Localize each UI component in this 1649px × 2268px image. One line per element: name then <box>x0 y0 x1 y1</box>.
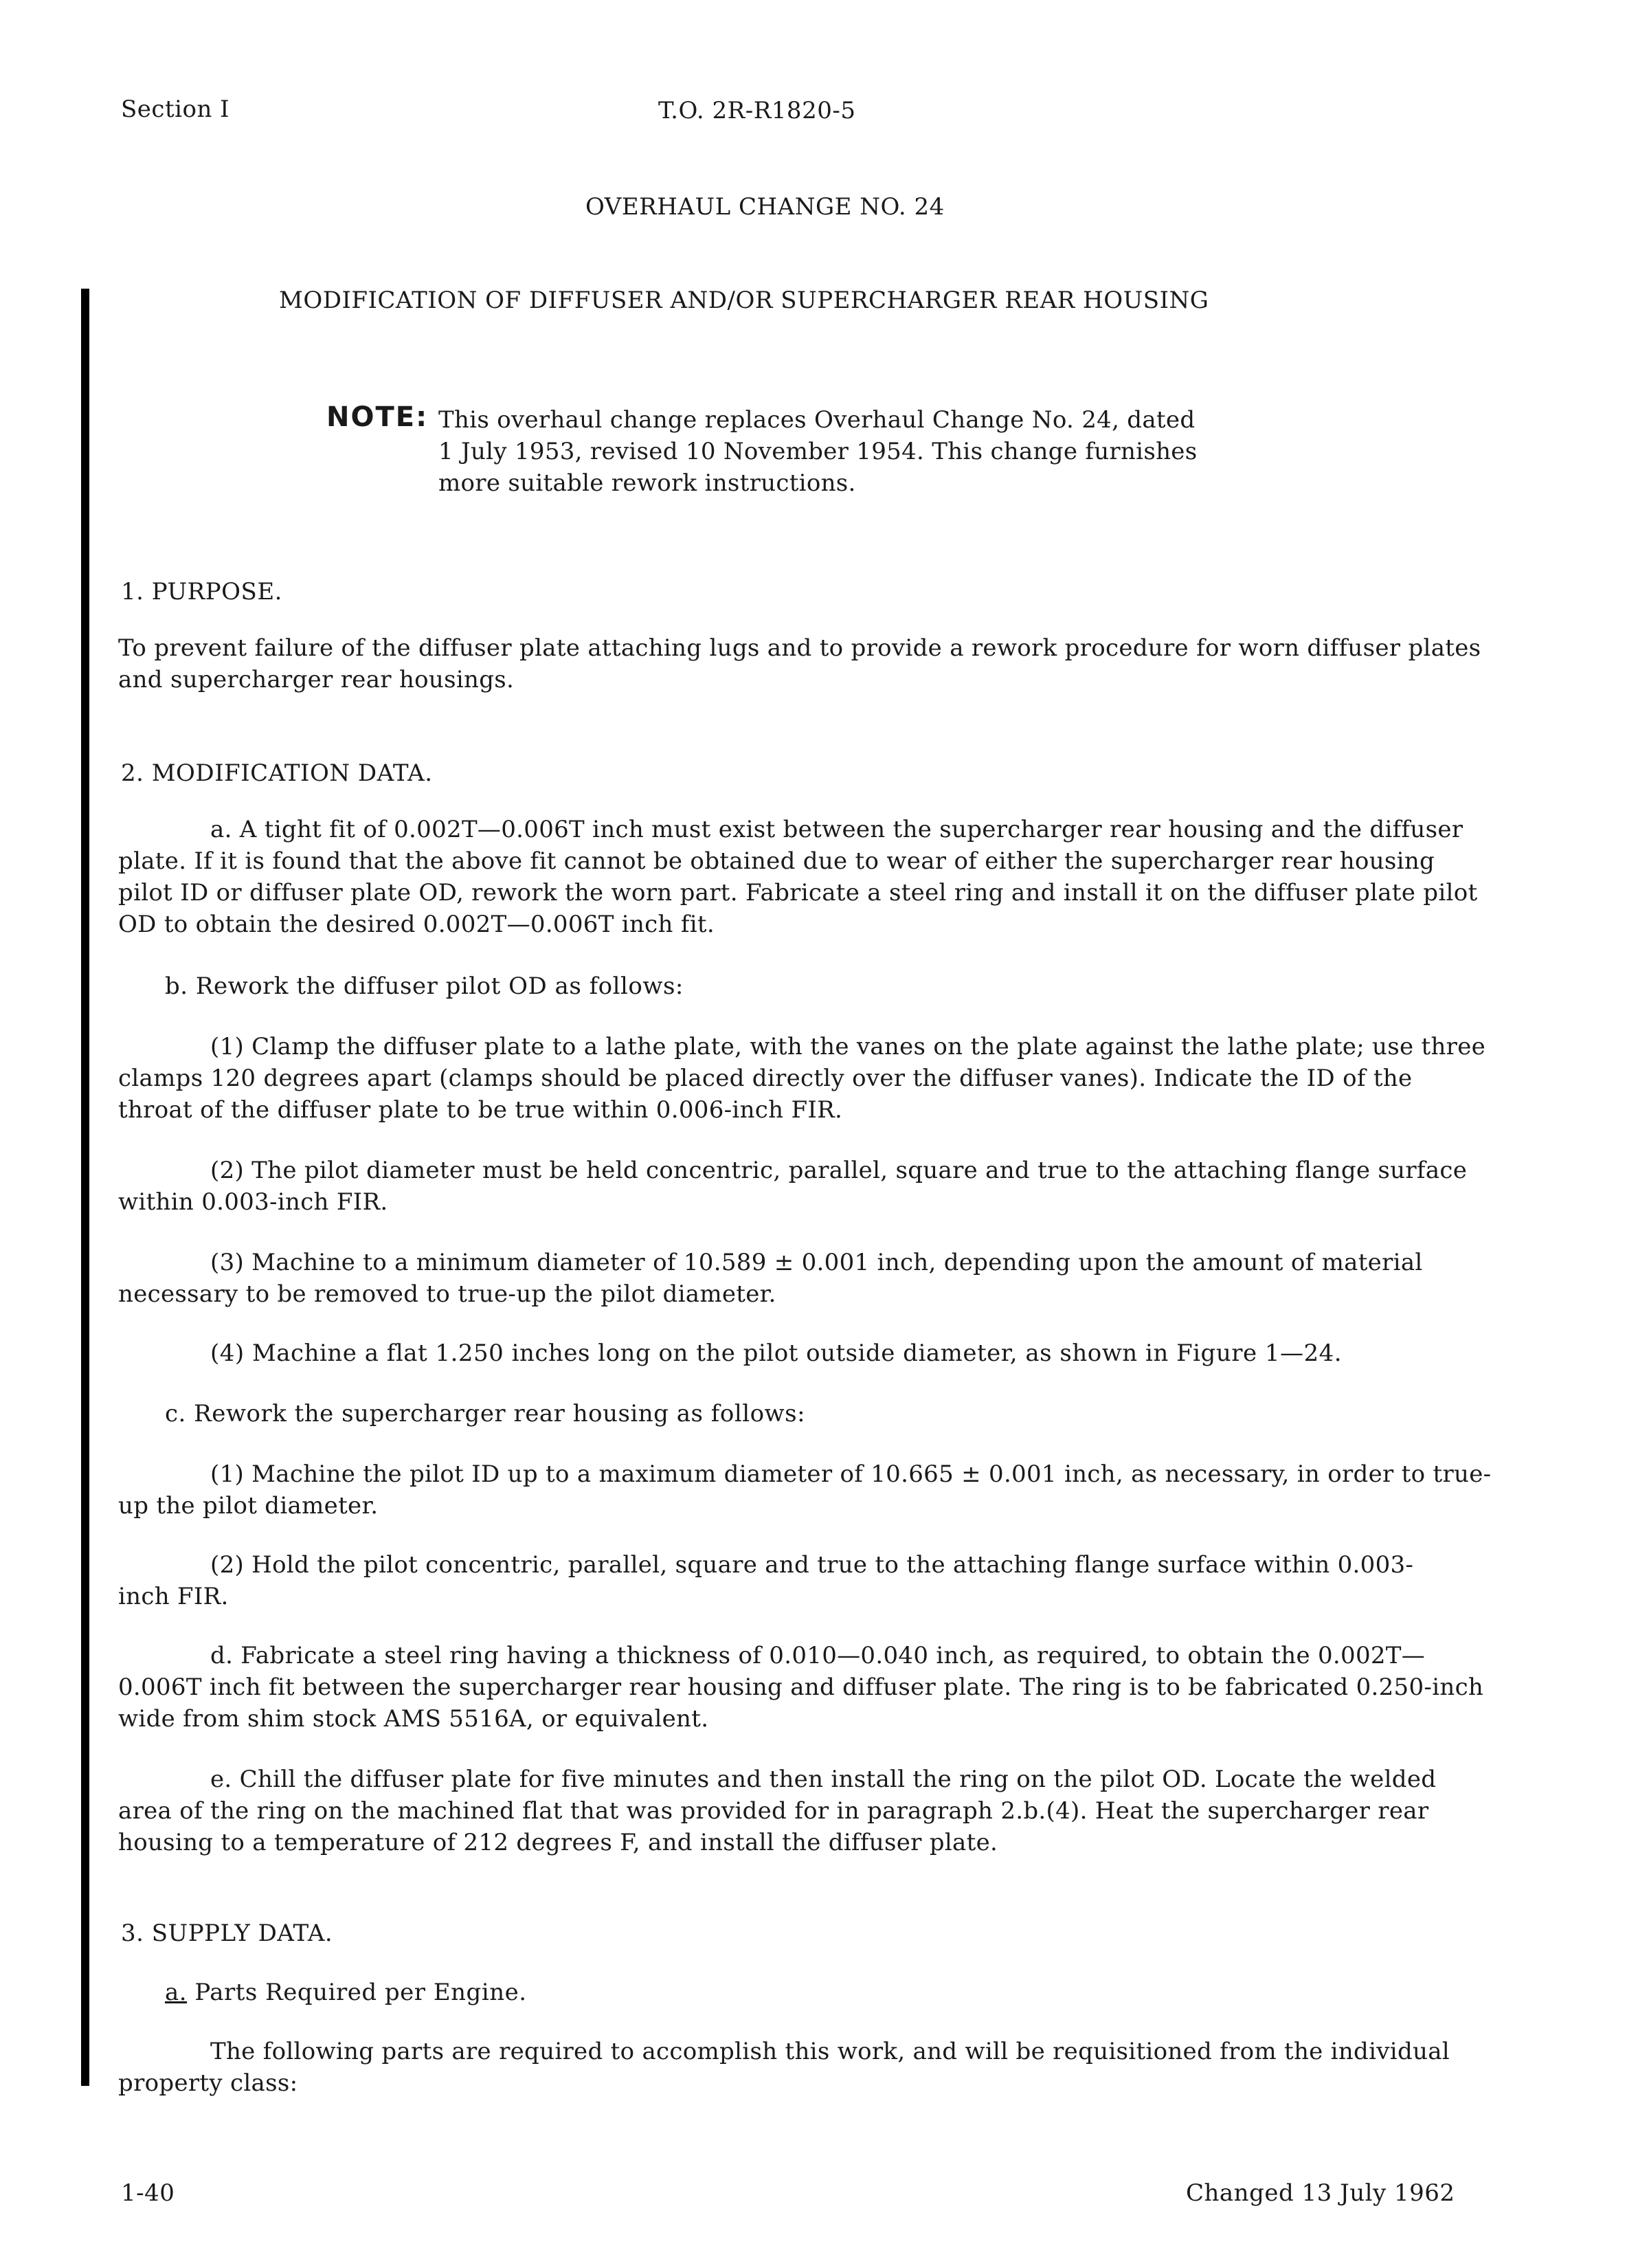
supply-subheading <box>165 1977 527 2008</box>
change-bar <box>81 289 89 2086</box>
modification-para-b3: (3) Machine to a minimum diameter of 10.589 ± 0.001 inch, depending upon the amount of material necessary to be removed to true-up the pilot diameter. <box>118 1249 1423 1308</box>
note-text: This overhaul change replaces Overhaul Change No. 24, dated 1 July 1953, revised 10 November 1954. This change furnishes more suitable rework instructions. <box>438 406 1198 497</box>
modification-para-c: c. Rework the supercharger rear housing as follows: <box>165 1400 806 1427</box>
modification-para-c2: (2) Hold the pilot concentric, parallel, square and true to the attaching flange surface within 0.003-inch FIR. <box>118 1551 1414 1610</box>
modification-heading: 2. MODIFICATION DATA. <box>121 759 433 787</box>
title-modification: MODIFICATION OF DIFFUSER AND/OR SUPERCHARGER REAR HOUSING <box>279 287 1209 314</box>
note-label: NOTE: <box>326 401 429 433</box>
title-overhaul-change: OVERHAUL CHANGE NO. 24 <box>585 193 945 221</box>
modification-para-b: b. Rework the diffuser pilot OD as follows: <box>165 972 684 1000</box>
supply-a-marker: a. <box>165 1979 188 2006</box>
header-doc-number: T.O. 2R-R1820-5 <box>658 97 856 124</box>
modification-para-a: a. A tight fit of 0.002T—0.006T inch must exist between the supercharger rear housing and the diffuser plate. If it is found that the above fit cannot be obtained due to wear of either the supercharger rear housing pilot ID or diffuser plate OD, rework the worn part. Fabricate a steel ring and install it on the diffuser plate pilot OD to obtain the desired 0.002T—0.006T inch fit. <box>118 816 1478 938</box>
modification-para-b2: (2) The pilot diameter must be held concentric, parallel, square and true to the attaching flange surface within 0.003-inch FIR. <box>118 1157 1468 1216</box>
purpose-text: To prevent failure of the diffuser plate attaching lugs and to provide a rework procedure for worn diffuser plates and supercharger rear housings. <box>118 634 1481 693</box>
supply-heading: 3. SUPPLY DATA. <box>121 1920 333 1947</box>
supply-a-title: Parts Required per Engine. <box>194 1979 527 2006</box>
modification-para-b1: (1) Clamp the diffuser plate to a lathe plate, with the vanes on the plate against the lathe plate; use three clamps 120 degrees apart (clamps should be placed directly over the diffuser vanes). Indicate the ID of the throat of the diffuser plate to be true within 0.006-inch FIR. <box>118 1033 1486 1124</box>
modification-para-c1: (1) Machine the pilot ID up to a maximum diameter of 10.665 ± 0.001 inch, as necessary, in order to true-up the pilot diameter. <box>118 1460 1492 1520</box>
header-section: Section I <box>121 96 230 123</box>
modification-para-e: e. Chill the diffuser plate for five minutes and then install the ring on the pilot OD. Locate the welded area of the ring on the machined flat that was provided for in paragraph 2.b.(4). Heat the supercharger rear housing to a temperature of 212 degrees F, and install the diffuser plate. <box>118 1766 1437 1856</box>
modification-para-b4: (4) Machine a flat 1.250 inches long on the pilot outside diameter, as shown in Figure 1—24. <box>210 1339 1343 1367</box>
footer-changed-date: Changed 13 July 1962 <box>1186 2179 1455 2207</box>
footer-page-number: 1-40 <box>121 2179 175 2207</box>
supply-text: The following parts are required to accomplish this work, and will be requisitioned from the individual property class: <box>118 2038 1450 2097</box>
purpose-heading: 1. PURPOSE. <box>121 578 282 605</box>
modification-para-d: d. Fabricate a steel ring having a thickness of 0.010—0.040 inch, as required, to obtain the 0.002T—0.006T inch fit between the supercharger rear housing and diffuser plate. The ring is to be fabricated 0.250-inch wide from shim stock AMS 5516A, or equivalent. <box>118 1642 1484 1733</box>
